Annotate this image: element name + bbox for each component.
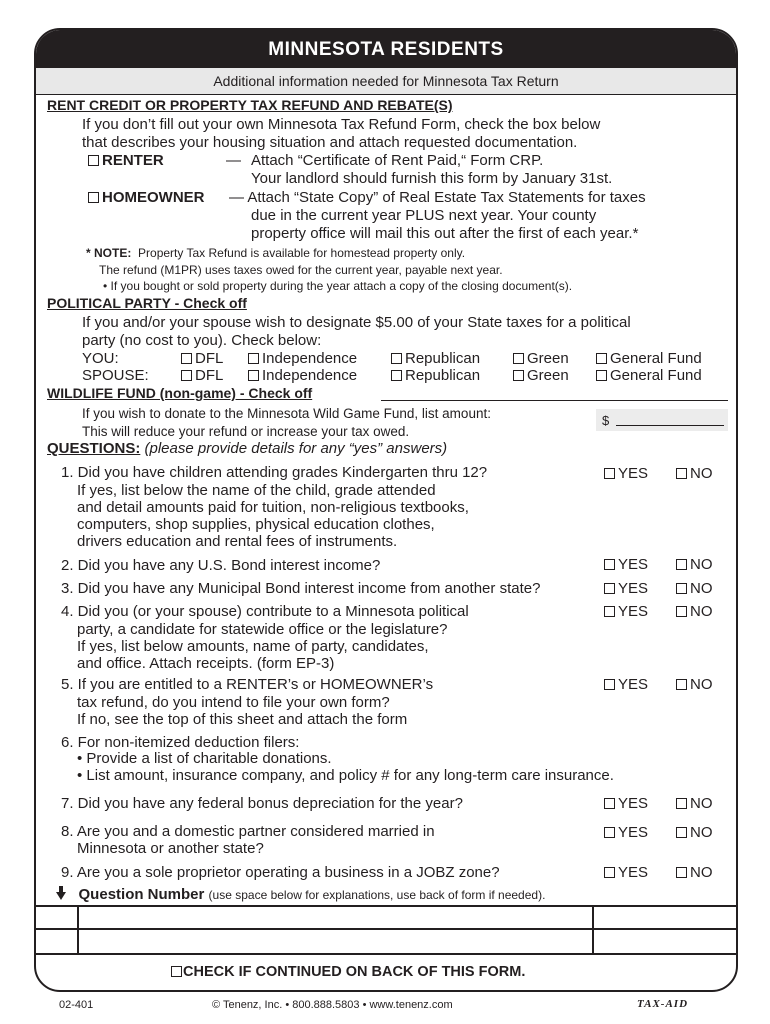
option-label: Republican (405, 350, 481, 367)
no-checkbox[interactable] (676, 679, 687, 690)
homeowner-label: HOMEOWNER (102, 189, 205, 206)
q1-no[interactable] (676, 465, 713, 482)
you-green-option[interactable] (513, 350, 569, 368)
q8-line2: Minnesota or another state? (77, 840, 264, 857)
you-dfl-checkbox[interactable] (181, 353, 192, 364)
yes-checkbox[interactable] (604, 559, 615, 570)
no-label: NO (690, 603, 713, 620)
political-intro-line1: If you and/or your spouse wish to designate $5.00 of your State taxes for a political (82, 314, 631, 331)
q8-line1: 8. Are you and a domestic partner considered married in (61, 823, 435, 840)
continued-checkbox[interactable] (171, 966, 182, 977)
option-label: Independence (262, 367, 358, 384)
q1-line1: 1. Did you have children attending grades Kindergarten thru 12? (61, 464, 488, 481)
you-republican-option[interactable] (391, 350, 480, 368)
you-green-checkbox[interactable] (513, 353, 524, 364)
continued-option[interactable] (171, 964, 525, 980)
q3-no[interactable] (676, 580, 713, 597)
spouse-independence-option[interactable] (248, 367, 357, 385)
copyright: © Tenenz, Inc. • 800.888.5803 • www.tenenz.com (212, 999, 453, 1011)
note-line3: • If you bought or sold property during the year attach a copy of the closing document(s). (103, 279, 573, 293)
option-label: DFL (195, 367, 224, 384)
note-line2: The refund (M1PR) uses taxes owed for the current year, payable next year. (99, 263, 503, 277)
q5-yes[interactable] (604, 676, 648, 693)
arrow-down-icon (56, 892, 66, 900)
rent-heading: RENT CREDIT OR PROPERTY TAX REFUND AND REBATE(S) (47, 97, 453, 113)
q6-line1: 6. For non-itemized deduction filers: (61, 734, 300, 751)
yes-checkbox[interactable] (604, 827, 615, 838)
option-label: Green (527, 367, 569, 384)
no-label: NO (690, 795, 713, 812)
qnum-header (56, 886, 545, 903)
q7-yes[interactable] (604, 795, 648, 812)
renter-text-line2: Your landlord should furnish this form by January 31st. (251, 170, 613, 187)
no-checkbox[interactable] (676, 827, 687, 838)
wildlife-text-line1: If you wish to donate to the Minnesota Wild Game Fund, list amount: (82, 406, 491, 421)
q4-line4: and office. Attach receipts. (form EP-3) (77, 655, 335, 672)
wildlife-text-line2: This will reduce your refund or increase your tax owed. (82, 424, 410, 439)
no-checkbox[interactable] (676, 583, 687, 594)
table-row1-explanation-cell[interactable] (79, 907, 591, 927)
yes-label: YES (618, 795, 649, 812)
yes-label: YES (618, 465, 649, 482)
yes-label: YES (618, 556, 649, 573)
note-line1 (86, 246, 465, 261)
spouse-green-option[interactable] (513, 367, 569, 385)
yes-checkbox[interactable] (604, 468, 615, 479)
no-checkbox[interactable] (676, 798, 687, 809)
you-label: YOU: (82, 350, 119, 367)
spouse-republican-checkbox[interactable] (391, 370, 402, 381)
homeowner-option[interactable] (88, 189, 205, 207)
no-label: NO (690, 465, 713, 482)
table-row2-explanation-cell[interactable] (79, 930, 591, 952)
no-label: NO (690, 580, 713, 597)
form-title: MINNESOTA RESIDENTS (36, 30, 736, 68)
q1-line2: If yes, list below the name of the child, grade attended (77, 482, 436, 499)
yes-checkbox[interactable] (604, 867, 615, 878)
q1-line5: drivers education and rental fees of instruments. (77, 533, 398, 550)
yes-label: YES (618, 676, 649, 693)
no-checkbox[interactable] (676, 559, 687, 570)
option-label: General Fund (610, 367, 702, 384)
no-checkbox[interactable] (676, 468, 687, 479)
no-label: NO (690, 556, 713, 573)
yes-checkbox[interactable] (604, 798, 615, 809)
q4-line3: If yes, list below amounts, name of party, candidates, (77, 638, 429, 655)
you-independence-checkbox[interactable] (248, 353, 259, 364)
option-label: DFL (195, 350, 224, 367)
q9-text: 9. Are you a sole proprietor operating a business in a JOBZ zone? (61, 864, 500, 881)
yes-checkbox[interactable] (604, 583, 615, 594)
q6-line2: • Provide a list of charitable donations. (77, 750, 332, 767)
wildlife-amount-field[interactable] (596, 409, 728, 431)
rent-intro-line1: If you don’t fill out your own Minnesota Tax Refund Form, check the box below (82, 116, 601, 133)
no-checkbox[interactable] (676, 606, 687, 617)
brand-logo: TAX-AID (637, 998, 689, 1010)
q2-no[interactable] (676, 556, 713, 573)
wildlife-heading: WILDLIFE FUND (non-game) - Check off (47, 385, 313, 401)
yes-checkbox[interactable] (604, 679, 615, 690)
table-row2-qnum-cell[interactable] (37, 930, 76, 952)
yes-label: YES (618, 864, 649, 881)
yes-checkbox[interactable] (604, 606, 615, 617)
no-label: NO (690, 824, 713, 841)
no-label: NO (690, 676, 713, 693)
spouse-independence-checkbox[interactable] (248, 370, 259, 381)
renter-option[interactable] (88, 152, 164, 170)
option-label: Independence (262, 350, 358, 367)
option-label: General Fund (610, 350, 702, 367)
renter-text-line1: Attach “Certificate of Rent Paid,“ Form CRP. (251, 152, 544, 169)
q4-no[interactable] (676, 603, 713, 620)
q5-no[interactable] (676, 676, 713, 693)
spouse-green-checkbox[interactable] (513, 370, 524, 381)
q6-line3: • List amount, insurance company, and policy # for any long-term care insurance. (77, 767, 614, 784)
political-intro-line2: party (no cost to you). Check below: (82, 332, 322, 349)
yes-label: YES (618, 824, 649, 841)
questions-heading: QUESTIONS: (47, 440, 141, 457)
q9-no[interactable] (676, 864, 713, 881)
q3-yes[interactable] (604, 580, 648, 597)
you-independence-option[interactable] (248, 350, 357, 368)
q3-text: 3. Did you have any Municipal Bond interest income from another state? (61, 580, 541, 597)
continued-label: CHECK IF CONTINUED ON BACK OF THIS FORM. (183, 964, 526, 980)
homeowner-text-line3: property office will mail this out after the first of each year.* (251, 225, 639, 242)
homeowner-text-line1: — Attach “State Copy” of Real Estate Tax Statements for taxes (229, 189, 646, 206)
qnum-note: (use space below for explanations, use back of form if needed). (208, 888, 546, 902)
yes-label: YES (618, 603, 649, 620)
option-label: Green (527, 350, 569, 367)
q1-line4: computers, shop supplies, physical education clothes, (77, 516, 435, 533)
q8-no[interactable] (676, 824, 713, 841)
form-subtitle: Additional information needed for Minnesota Tax Return (36, 68, 736, 95)
rent-intro-line2: that describes your housing situation and attach requested documentation. (82, 134, 578, 151)
q9-yes[interactable] (604, 864, 648, 881)
renter-dash: — (226, 152, 241, 169)
q4-line2: party, a candidate for statewide office or the legislature? (77, 621, 448, 638)
questions-heading-note: (please provide details for any “yes” answers) (144, 440, 448, 457)
spouse-dfl-option[interactable] (181, 367, 223, 385)
you-republican-checkbox[interactable] (391, 353, 402, 364)
table-row1-extra-cell[interactable] (594, 907, 736, 927)
you-general-fund-checkbox[interactable] (596, 353, 607, 364)
q7-no[interactable] (676, 795, 713, 812)
note-prefix: * NOTE: (86, 246, 132, 260)
q2-yes[interactable] (604, 556, 648, 573)
table-row2-extra-cell[interactable] (594, 930, 736, 952)
you-general-fund-option[interactable] (596, 350, 702, 368)
q1-line3: and detail amounts paid for tuition, non-religious textbooks, (77, 499, 469, 516)
table-bottom-line (35, 953, 737, 955)
spouse-general-fund-checkbox[interactable] (596, 370, 607, 381)
yes-label: YES (618, 580, 649, 597)
homeowner-checkbox[interactable] (88, 192, 99, 203)
note-text1: Property Tax Refund is available for homestead property only. (138, 246, 466, 260)
no-label: NO (690, 864, 713, 881)
q4-yes[interactable] (604, 603, 648, 620)
political-heading: POLITICAL PARTY - Check off (47, 295, 247, 311)
spouse-dfl-checkbox[interactable] (181, 370, 192, 381)
spouse-republican-option[interactable] (391, 367, 480, 385)
renter-label: RENTER (102, 152, 164, 169)
q5-line3: If no, see the top of this sheet and attach the form (77, 711, 408, 728)
q7-text: 7. Did you have any federal bonus depreciation for the year? (61, 795, 463, 812)
q4-line1: 4. Did you (or your spouse) contribute to a Minnesota political (61, 603, 469, 620)
amount-underline (616, 425, 724, 426)
q1-yes[interactable] (604, 465, 648, 482)
q5-line2: tax refund, do you intend to file your own form? (77, 694, 390, 711)
renter-checkbox[interactable] (88, 155, 99, 166)
wildlife-divider (381, 400, 728, 401)
qnum-label: Question Number (78, 886, 205, 903)
questions-heading-row (47, 440, 447, 458)
q2-text: 2. Did you have any U.S. Bond interest income? (61, 557, 381, 574)
q8-yes[interactable] (604, 824, 648, 841)
option-label: Republican (405, 367, 481, 384)
homeowner-text-line2: due in the current year PLUS next year. Your county (251, 207, 597, 224)
no-checkbox[interactable] (676, 867, 687, 878)
form-id: 02-401 (59, 999, 94, 1011)
q5-line1: 5. If you are entitled to a RENTER’s or HOMEOWNER’s (61, 676, 434, 693)
spouse-label: SPOUSE: (82, 367, 149, 384)
you-dfl-option[interactable] (181, 350, 223, 368)
spouse-general-fund-option[interactable] (596, 367, 702, 385)
table-row1-qnum-cell[interactable] (37, 907, 76, 927)
dollar-sign: $ (602, 413, 610, 428)
